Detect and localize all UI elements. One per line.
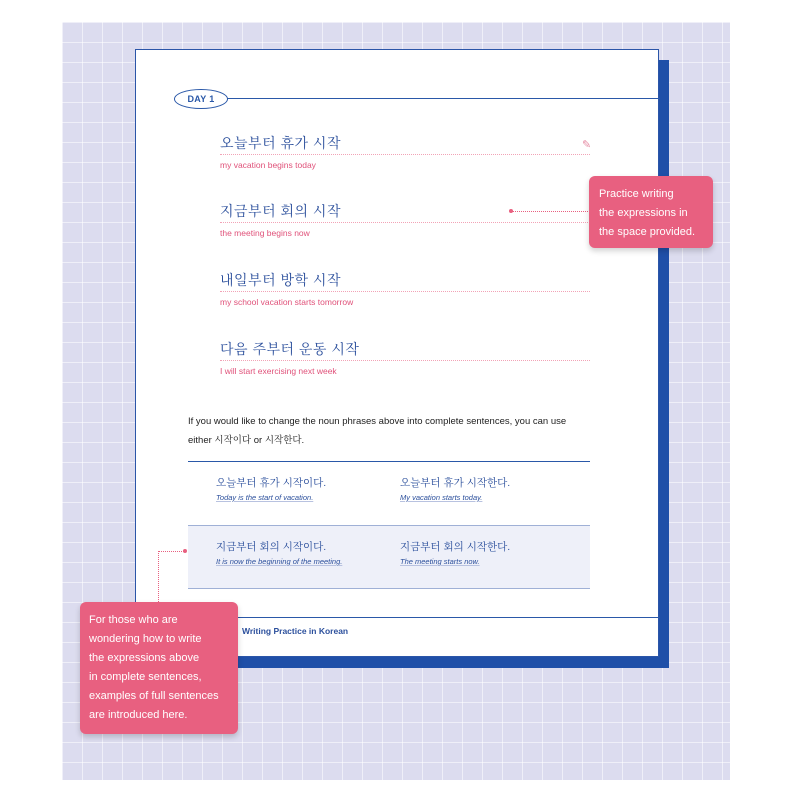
expression-english: my vacation begins today — [220, 160, 316, 170]
example-korean: 오늘부터 휴가 시작이다. — [216, 477, 327, 489]
callout-line: the space provided. — [599, 226, 696, 238]
example-english: My vacation starts today. — [400, 493, 483, 502]
expression-item — [220, 338, 590, 376]
callout-connector — [158, 551, 159, 602]
callout-line: are introduced here. — [89, 709, 188, 721]
pencil-icon: ✎ — [582, 139, 592, 151]
callout-line: examples of full sentences — [89, 690, 219, 702]
expression-korean[interactable]: 다음 주부터 운동 시작 — [220, 338, 590, 361]
callout-line: the expressions in — [599, 207, 688, 219]
examples-row — [188, 462, 590, 524]
example-korean: 지금부터 회의 시작이다. — [216, 541, 327, 553]
callout-examples — [80, 602, 238, 734]
instruction-line: If you would like to change the noun phrases above into complete sentences, you can use — [188, 416, 567, 427]
day-header-line — [226, 98, 660, 99]
callout-connector-dot — [183, 549, 187, 553]
callout-line: wondering how to write — [89, 633, 202, 645]
expression-english: I will start exercising next week — [220, 366, 337, 376]
expression-korean[interactable]: 지금부터 회의 시작 — [220, 200, 590, 223]
example-english: The meeting starts now. — [400, 557, 480, 566]
instruction-text — [188, 412, 608, 450]
callout-connector-dot — [509, 209, 513, 213]
expression-item — [220, 132, 590, 170]
expression-english: my school vacation starts tomorrow — [220, 297, 354, 307]
example-cell — [216, 476, 326, 502]
examples-table — [188, 461, 590, 589]
example-english: It is now the beginning of the meeting. — [216, 557, 343, 566]
example-english: Today is the start of vacation. — [216, 493, 314, 502]
example-cell — [400, 540, 510, 566]
instruction-line: either 시작이다 or 시작한다. — [188, 435, 305, 446]
footer-title: Writing Practice in Korean — [242, 626, 349, 636]
day-badge: DAY 1 — [174, 89, 228, 109]
callout-line: the expressions above — [89, 652, 200, 664]
callout-line: Practice writing — [599, 188, 674, 200]
example-korean: 지금부터 회의 시작한다. — [400, 541, 511, 553]
example-cell — [216, 540, 342, 566]
expression-english: the meeting begins now — [220, 228, 310, 238]
callout-line: in complete sentences, — [89, 671, 202, 683]
expression-item — [220, 200, 590, 238]
workbook-page — [135, 49, 659, 657]
expression-item — [220, 269, 590, 307]
expression-korean[interactable]: 오늘부터 휴가 시작 — [220, 132, 590, 155]
examples-row — [188, 525, 590, 588]
example-cell — [400, 476, 510, 502]
example-korean: 오늘부터 휴가 시작한다. — [400, 477, 511, 489]
callout-connector — [158, 551, 184, 552]
callout-line: For those who are — [89, 614, 178, 626]
expression-korean[interactable]: 내일부터 방학 시작 — [220, 269, 590, 292]
callout-connector — [512, 211, 588, 212]
callout-practice — [589, 176, 713, 248]
